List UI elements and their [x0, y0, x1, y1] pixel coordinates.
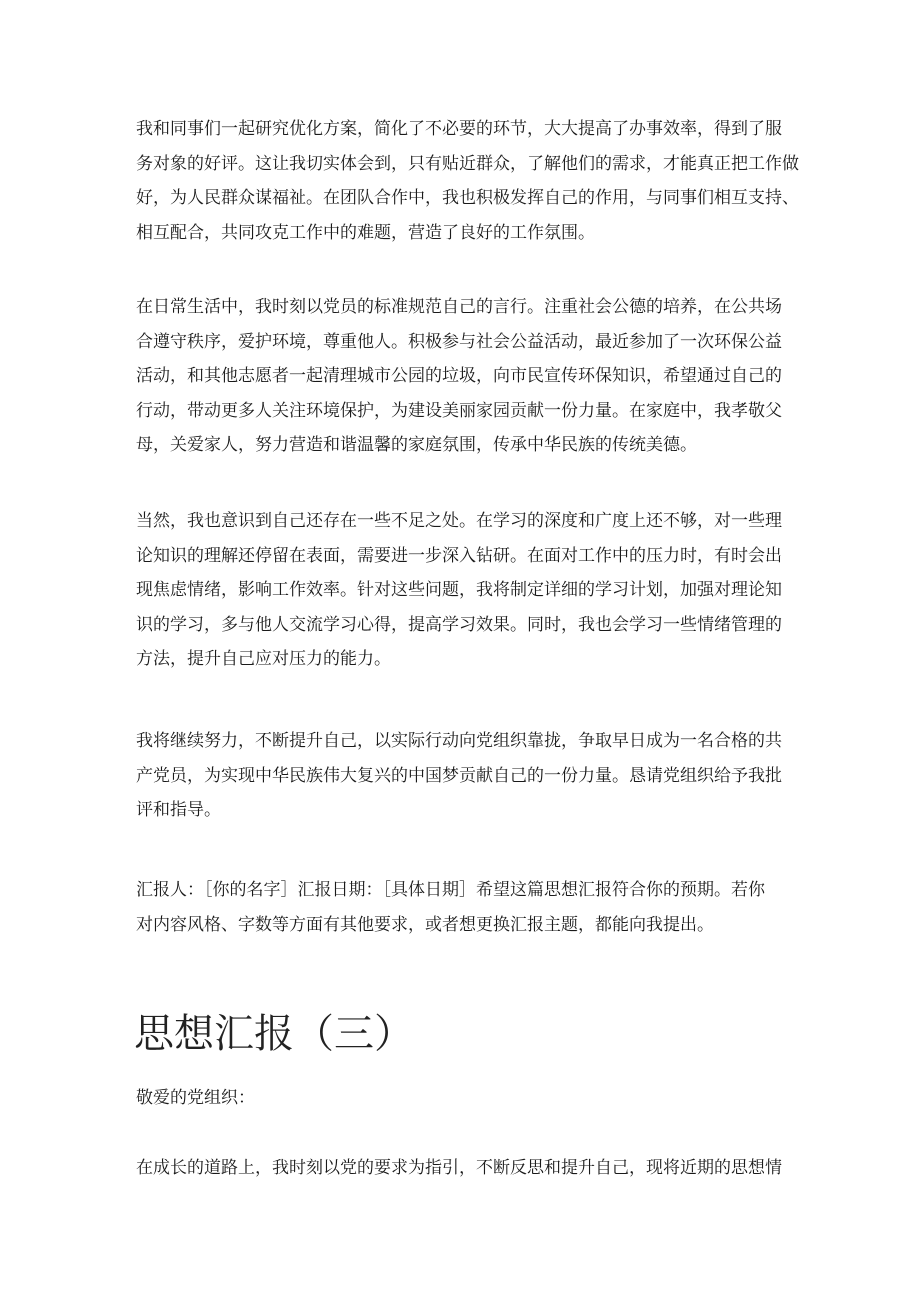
paragraph-commitment — [136, 724, 796, 828]
text-line: 母，关爱家人，努力营造和谐温馨的家庭氛围，传承中华民族的传统美德。 — [136, 435, 697, 455]
text-line: 合遵守秩序，爱护环境，尊重他人。积极参与社会公益活动，最近参加了一次环保公益 — [136, 331, 782, 352]
salutation — [136, 1081, 796, 1116]
text-line: 论知识的理解还停留在表面，需要进一步深入钻研。在面对工作中的压力时，有时会出 — [136, 545, 782, 566]
text-line: 方法，提升自己应对压力的能力。 — [136, 649, 391, 669]
text-line: 汇报人：［你的名字］汇报日期：［具体日期］希望这篇思想汇报符合你的预期。若你 — [136, 880, 765, 900]
text-line: 我将继续努力，不断提升自己，以实际行动向党组织靠拢，争取早日成为一名合格的共 — [136, 731, 782, 751]
section-heading: 思想汇报（三） — [134, 1011, 414, 1057]
text-line: 当然，我也意识到自己还存在一些不足之处。在学习的深度和广度上还不够，对一些理 — [136, 511, 782, 531]
text-line: 活动，和其他志愿者一起清理城市公园的垃圾，向市民宣传环保知识，希望通过自己的 — [136, 366, 782, 386]
paragraph-reporter-info — [136, 873, 796, 942]
paragraph-shortcomings — [136, 504, 796, 677]
text-line: 好，为人民群众谋福祉。在团队合作中，我也积极发挥自己的作用，与同事们相互支持、 — [136, 188, 799, 208]
text-line: 行动，带动更多人关注环境保护，为建设美丽家园贡献一份力量。在家庭中，我孝敬父 — [136, 400, 782, 421]
salutation-text: 敬爱的党组织： — [136, 1088, 255, 1108]
paragraph-daily-life — [136, 290, 796, 463]
text-line: 在成长的道路上，我时刻以党的要求为指引，不断反思和提升自己，现将近期的思想情 — [136, 1158, 782, 1178]
text-line: 现焦虑情绪，影响工作效率。针对这些问题，我将制定详细的学习计划，加强对理论知 — [136, 580, 782, 600]
text-line: 我和同事们一起研究优化方案，简化了不必要的环节，大大提高了办事效率，得到了服 — [136, 119, 782, 139]
text-line: 务对象的好评。这让我切实体会到，只有贴近群众，了解他们的需求，才能真正把工作做 — [136, 153, 799, 174]
text-line: 对内容风格、字数等方面有其他要求，或者想更换汇报主题，都能向我提出。 — [136, 914, 714, 935]
paragraph-growth-intro — [136, 1151, 796, 1186]
text-line: 相互配合，共同攻克工作中的难题，营造了良好的工作氛围。 — [136, 222, 595, 243]
paragraph-work-optimization — [136, 112, 799, 250]
text-line: 在日常生活中，我时刻以党员的标准规范自己的言行。注重社会公德的培养，在公共场 — [136, 297, 782, 317]
text-line: 产党员，为实现中华民族伟大复兴的中国梦贡献自己的一份力量。恳请党组织给予我批 — [136, 765, 782, 786]
text-line: 识的学习，多与他人交流学习心得，提高学习效果。同时，我也会学习一些情绪管理的 — [136, 614, 782, 635]
text-line: 评和指导。 — [136, 800, 221, 820]
